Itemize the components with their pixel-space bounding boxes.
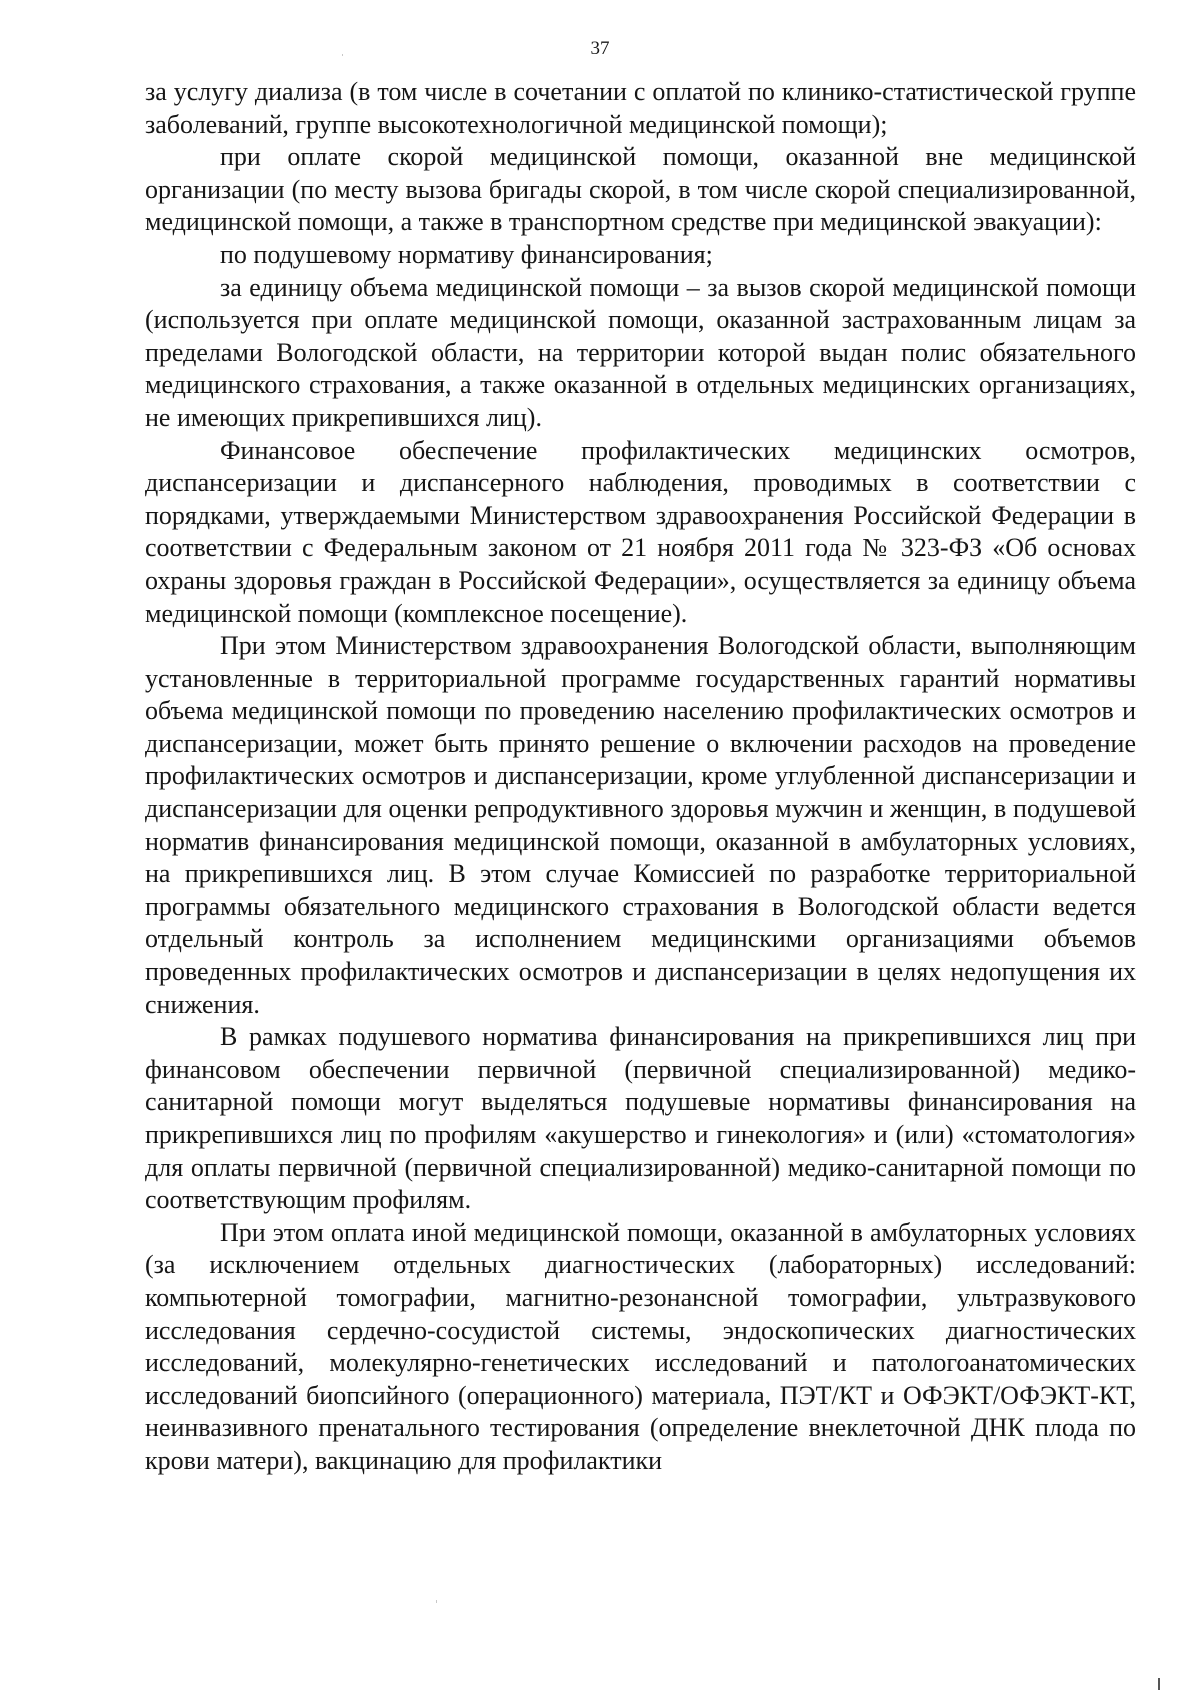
paragraph: При этом Министерством здравоохранения Вологодской области, выполняющим установленные в территориальной программе государственных гарантий нормативы объема медицинской помощи по проведению населению профилактических осмотров и диспансеризации, может быть принято решение о включении расходов на проведение профилактических осмотров и диспансеризации, кроме углубленной диспансеризации и диспансеризации для оценки репродуктивного здоровья мужчин и женщин, в подушевой норматив финансирования медицинской помощи, оказанной в амбулаторных условиях, на прикрепившихся лиц. В этом случае Комиссией по разработке территориальной программы обязательного медицинского страхования в Вологодской области ведется отдельный контроль за исполнением медицинскими организациями объемов проведенных профилактических осмотров и диспансеризации в целях недопущения их снижения. [145,631,1136,1019]
paragraph: по подушевому нормативу финансирования; [220,239,713,269]
paragraph: В рамках подушевого норматива финансирования на прикрепившихся лиц при финансовом обеспечении первичной (первичной специализированной) медико-санитарной помощи могут выделяться подушевые нормативы финансирования на прикрепившихся лиц по профилям «акушерство и гинекология» и (или) «стоматология» для оплаты первичной (первичной специализированной) медико-санитарной помощи по соответствующим профилям. [145,1022,1136,1215]
page-number: 37 [590,38,610,59]
paragraph: При этом оплата иной медицинской помощи, оказанной в амбулаторных условиях (за исключением отдельных диагностических (лабораторных) исследований: компьютерной томографии, магнитно-резонансной томографии, ультразвукового исследования сердечно-сосудистой системы, эндоскопических диагностических исследований, молекулярно-генетических исследований и патологоанатомических исследований биопсийного (операционного) материала, ПЭТ/КТ и ОФЭКТ/ОФЭКТ-КТ, неинвазивного пренатального тестирования (определение внеклеточной ДНК плода по крови матери), вакцинацию для профилактики [145,1217,1136,1475]
paragraph: за единицу объема медицинской помощи – за вызов скорой медицинской помощи (используется при оплате медицинской помощи, оказанной застрахованным лицам за пределами Вологодской области, на территории которой выдан полис обязательного медицинского страхования, а также оказанной в отдельных медицинских организациях, не имеющих прикрепившихся лиц). [145,272,1136,432]
paragraph: при оплате скорой медицинской помощи, оказанной вне медицинской организации (по месту вызова бригады скорой, в том числе скорой специализированной, медицинской помощи, а также в транспортном средстве при медицинской эвакуации): [145,142,1136,237]
paragraph: за услугу диализа (в том числе в сочетании с оплатой по клинико-статистической группе заболеваний, группе высокотехнологичной медицинской помощи); [145,77,1136,139]
scan-speck [436,1600,437,1603]
paragraph: Финансовое обеспечение профилактических медицинских осмотров, диспансеризации и диспансерного наблюдения, проводимых в соответствии с порядками, утверждаемыми Министерством здравоохранения Российской Федерации в соответствии с Федеральным законом от 21 ноября 2011 года № 323-ФЗ «Об основах охраны здоровья граждан в Российской Федерации», осуществляется за единицу объема медицинской помощи (комплексное посещение). [145,435,1136,628]
document-body [145,76,1136,1478]
scan-speck [1158,1678,1160,1690]
